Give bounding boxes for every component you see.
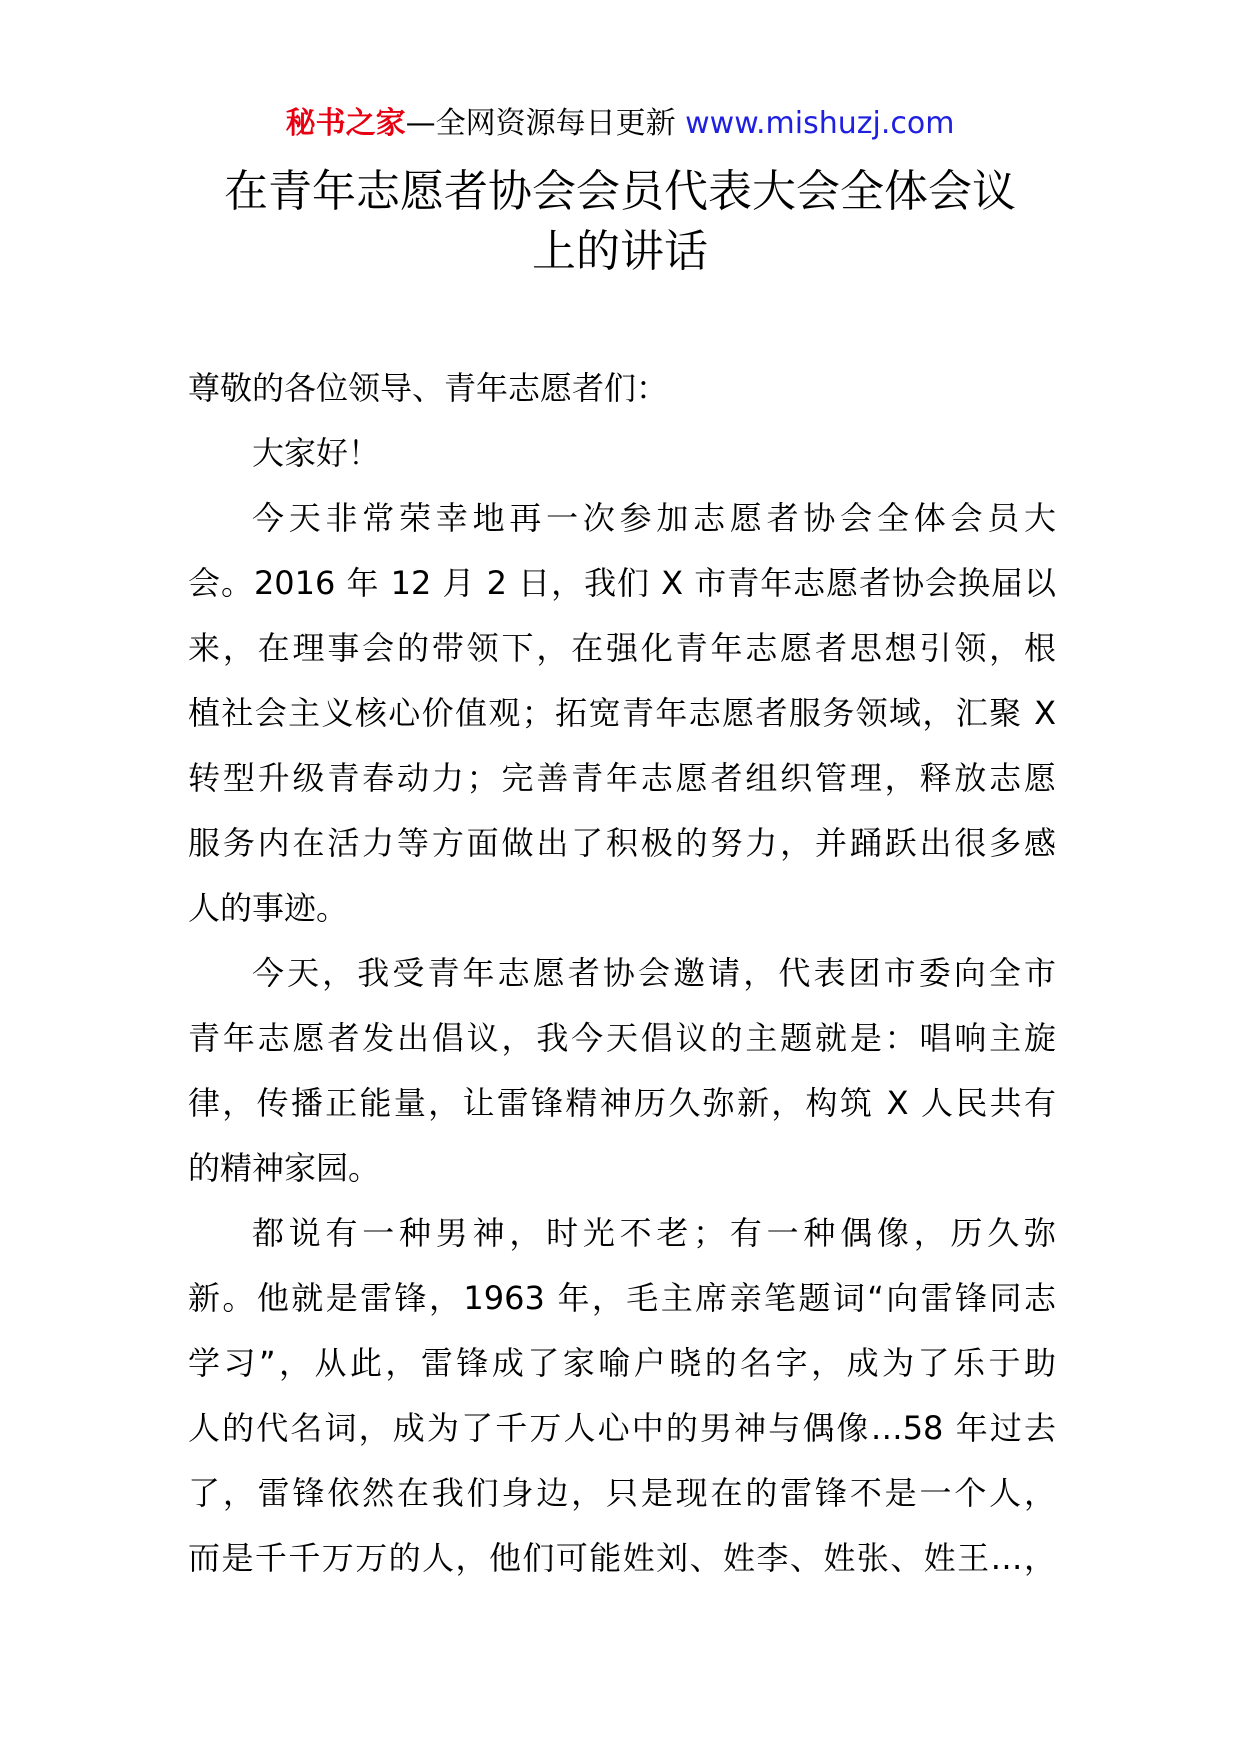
paragraph-line: 学习”，从此，雷锋成了家喻户晓的名字，成为了乐于助 xyxy=(188,1344,1056,1382)
paragraph-line: 来，在理事会的带领下，在强化青年志愿者思想引领，根 xyxy=(188,629,1056,667)
paragraph-2 xyxy=(188,941,1056,1201)
paragraph-1 xyxy=(188,486,1056,941)
paragraph-line: 了，雷锋依然在我们身边，只是现在的雷锋不是一个人， xyxy=(188,1474,1056,1512)
salutation-paragraph xyxy=(188,356,1056,421)
title-line-2: 上的讲话 xyxy=(532,226,708,277)
paragraph-line: 而是千千万万的人，他们可能姓刘、姓李、姓张、姓王…， xyxy=(188,1539,1056,1577)
site-url-link[interactable]: www.mishuzj.com xyxy=(685,106,955,141)
document-title xyxy=(180,162,1060,282)
paragraph-line: 植社会主义核心价值观；拓宽青年志愿者服务领域，汇聚 X xyxy=(188,694,1056,732)
paragraph-line: 今天非常荣幸地再一次参加志愿者协会全体会员大 xyxy=(252,499,1056,537)
paragraph-line: 会。2016 年 12 月 2 日，我们 X 市青年志愿者协会换届以 xyxy=(188,564,1056,602)
greeting-text: 大家好！ xyxy=(252,434,381,472)
paragraph-line: 人的代名词，成为了千万人心中的男神与偶像…58 年过去 xyxy=(188,1409,1056,1447)
paragraph-line: 新。他就是雷锋，1963 年，毛主席亲笔题词“向雷锋同志 xyxy=(188,1279,1056,1317)
greeting-paragraph xyxy=(188,421,1056,486)
paragraph-3 xyxy=(188,1201,1056,1591)
document-body xyxy=(188,356,1056,1591)
paragraph-line: 人的事迹。 xyxy=(188,889,349,927)
title-line-1: 在青年志愿者协会会员代表大会全体会议 xyxy=(224,166,1016,217)
header-tagline: —全网资源每日更新 xyxy=(405,106,676,141)
paragraph-line: 都说有一种男神，时光不老；有一种偶像，历久弥 xyxy=(252,1214,1056,1252)
brand-name: 秘书之家 xyxy=(285,106,406,141)
site-header xyxy=(0,104,1240,144)
paragraph-line: 青年志愿者发出倡议，我今天倡议的主题就是：唱响主旋 xyxy=(188,1019,1056,1057)
paragraph-line: 今天，我受青年志愿者协会邀请，代表团市委向全市 xyxy=(252,954,1056,992)
paragraph-line: 的精神家园。 xyxy=(188,1149,381,1187)
paragraph-line: 服务内在活力等方面做出了积极的努力，并踊跃出很多感 xyxy=(188,824,1056,862)
paragraph-line: 转型升级青春动力；完善青年志愿者组织管理，释放志愿 xyxy=(188,759,1056,797)
paragraph-line: 律，传播正能量，让雷锋精神历久弥新，构筑 X 人民共有 xyxy=(188,1084,1056,1122)
salutation-text: 尊敬的各位领导、青年志愿者们： xyxy=(188,369,669,407)
